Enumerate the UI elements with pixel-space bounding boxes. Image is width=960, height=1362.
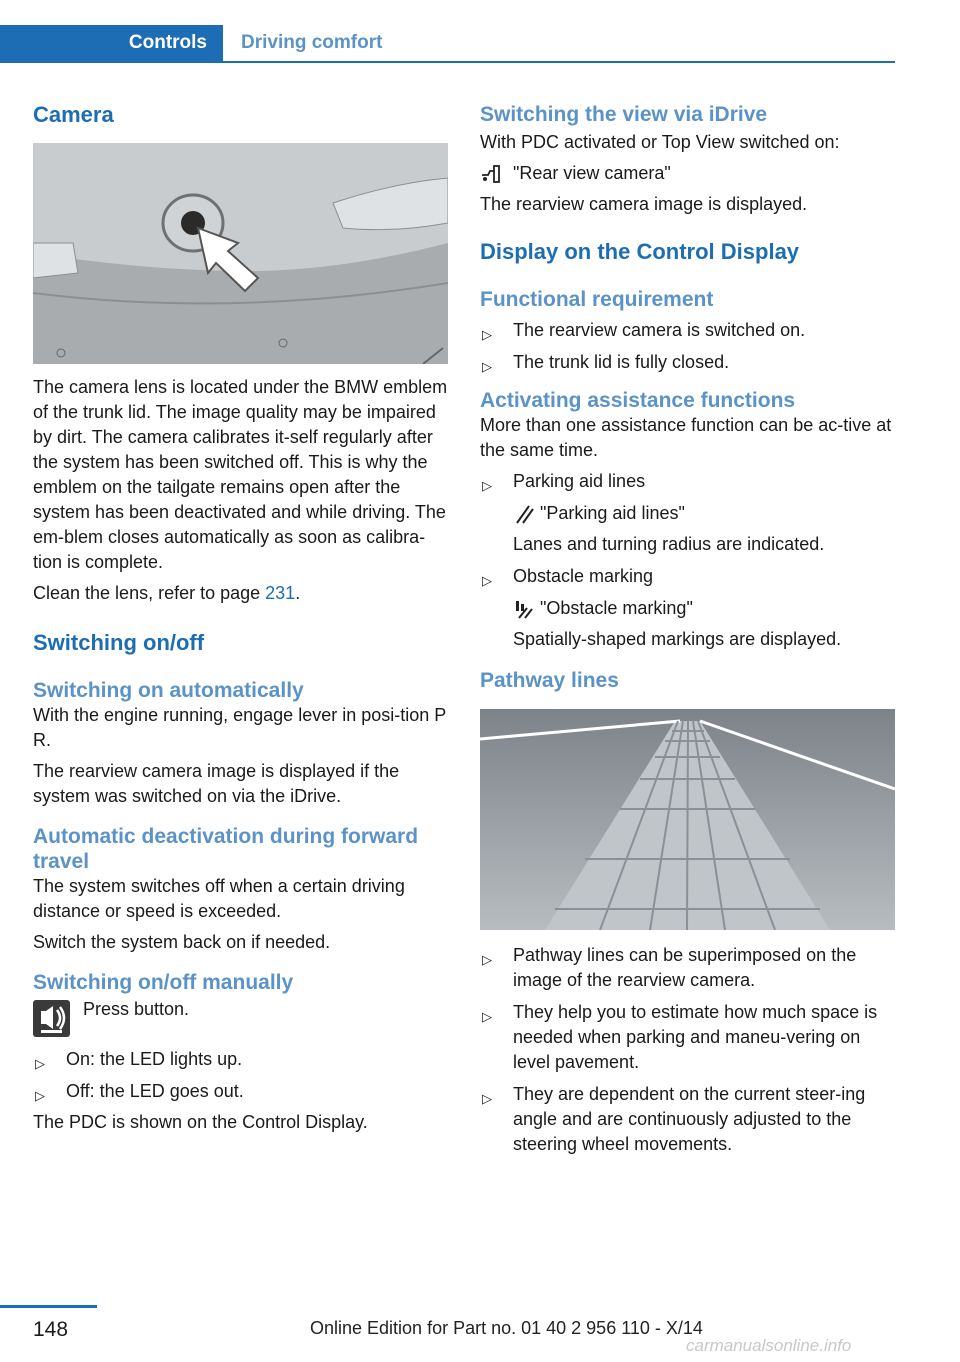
list-item xyxy=(480,564,896,652)
display-heading: Display on the Control Display xyxy=(480,239,800,264)
rear-camera-icon xyxy=(480,163,502,185)
parking-lines-text: Parking aid lines xyxy=(513,471,646,491)
trunk-camera-figure xyxy=(33,143,448,364)
header-tabbar xyxy=(0,25,895,63)
obstacle-text: Obstacle marking xyxy=(513,566,654,586)
clean-lens-text xyxy=(33,581,449,606)
right-column xyxy=(480,100,896,1164)
led-list xyxy=(33,1047,449,1104)
edition-text: Online Edition for Part no. 01 40 2 956 110 - X/14 xyxy=(310,1318,703,1338)
clean-lens-label: Clean the lens, refer to page xyxy=(33,583,266,603)
pdc-button-icon xyxy=(33,1000,70,1037)
functional-list xyxy=(480,318,896,375)
idrive-text: With PDC activated or Top View switched on: xyxy=(480,132,840,152)
triangle-bullet-icon: ▷ xyxy=(482,478,492,493)
list-item xyxy=(480,943,896,993)
tab-controls[interactable] xyxy=(0,25,223,61)
triangle-bullet-icon: ▷ xyxy=(482,1009,492,1024)
obstacle-menu-row xyxy=(513,596,896,621)
obstacle-marking-icon xyxy=(513,598,535,620)
triangle-bullet-icon: ▷ xyxy=(482,1091,492,1106)
watermark: carmanualsonline.info xyxy=(686,1336,852,1355)
triangle-bullet-icon: ▷ xyxy=(35,1056,45,1071)
parking-lines-menu-label[interactable]: "Parking aid lines" xyxy=(540,503,685,523)
list-item xyxy=(480,469,896,557)
parking-lines-menu-row xyxy=(513,501,896,526)
tab-driving-comfort[interactable]: Driving comfort xyxy=(241,32,383,53)
auto-text-1: With the engine running, engage lever in posi-tion P R. xyxy=(33,705,446,750)
obstacle-menu-label[interactable]: "Obstacle marking" xyxy=(540,598,693,618)
rear-view-menu-row xyxy=(480,161,896,186)
footer-rule xyxy=(0,1305,97,1308)
functional-heading: Functional requirement xyxy=(480,288,714,311)
camera-text: The camera lens is located under the BMW emblem of the trunk lid. The image quality may be impaired by dirt. The camera calibrates it-self regularly after the system has been switched off. This is why the emblem on the tailgate remains open after the system has been deactivated and while driving. The em-blem closes automatically as soon as calibra-tion is complete. xyxy=(33,377,448,572)
auto-text-2: The rearview camera image is displayed if the system was switched on via the iDrive. xyxy=(33,761,400,806)
list-item xyxy=(480,350,896,375)
list-item xyxy=(33,1079,449,1104)
pdc-text: The PDC is shown on the Control Display. xyxy=(33,1112,368,1132)
deactivation-heading: Automatic deactivation during forward travel xyxy=(33,825,419,873)
list-item-text: Pathway lines can be superimposed on the image of the rearview camera. xyxy=(513,945,857,990)
tab-controls-label: Controls xyxy=(128,32,207,53)
parking-lines-icon xyxy=(513,503,535,525)
deactivation-text-1: The system switches off when a certain driving distance or speed is exceeded. xyxy=(33,876,405,921)
pathway-list xyxy=(480,943,896,1157)
obstacle-desc: Spatially-shaped markings are displayed. xyxy=(513,629,842,649)
list-item-text: They help you to estimate how much space is needed when parking and maneu-vering on level pavement. xyxy=(513,1002,878,1072)
manual-heading: Switching on/off manually xyxy=(33,971,294,994)
list-item-text: They are dependent on the current steer-ing angle and are continuously adjusted to the steering wheel movements. xyxy=(513,1084,866,1154)
deactivation-text-2: Switch the system back on if needed. xyxy=(33,932,331,952)
assist-text: More than one assistance function can be ac-tive at the same time. xyxy=(480,415,892,460)
switching-heading: Switching on/off xyxy=(33,630,205,655)
assist-heading: Activating assistance functions xyxy=(480,389,796,412)
triangle-bullet-icon: ▷ xyxy=(482,359,492,374)
pathway-heading: Pathway lines xyxy=(480,669,619,692)
page-231-link[interactable]: 231 xyxy=(265,583,296,603)
assist-list xyxy=(480,469,896,652)
press-button-text: Press button. xyxy=(83,999,190,1019)
list-item xyxy=(33,1047,449,1072)
rear-view-text: The rearview camera image is displayed. xyxy=(480,194,808,214)
triangle-bullet-icon: ▷ xyxy=(482,952,492,967)
camera-heading: Camera xyxy=(33,102,114,127)
page-number: 148 xyxy=(33,1318,69,1341)
parking-lines-desc: Lanes and turning radius are indicated. xyxy=(513,534,825,554)
auto-heading: Switching on automatically xyxy=(33,679,304,702)
list-item xyxy=(480,1082,896,1157)
press-button-row xyxy=(33,997,449,1041)
list-item-text: The rearview camera is switched on. xyxy=(513,320,806,340)
list-item-text: The trunk lid is fully closed. xyxy=(513,352,730,372)
rear-view-camera-label[interactable]: "Rear view camera" xyxy=(513,163,671,183)
off-text: Off: the LED goes out. xyxy=(66,1081,244,1101)
on-text: On: the LED lights up. xyxy=(66,1049,243,1069)
pathway-lines-figure xyxy=(480,709,895,930)
list-item xyxy=(480,318,896,343)
triangle-bullet-icon: ▷ xyxy=(482,573,492,588)
idrive-heading: Switching the view via iDrive xyxy=(480,103,768,126)
clean-lens-end: . xyxy=(295,583,301,603)
triangle-bullet-icon: ▷ xyxy=(482,327,492,342)
list-item xyxy=(480,1000,896,1075)
triangle-bullet-icon: ▷ xyxy=(35,1088,45,1103)
left-column xyxy=(33,100,449,1135)
